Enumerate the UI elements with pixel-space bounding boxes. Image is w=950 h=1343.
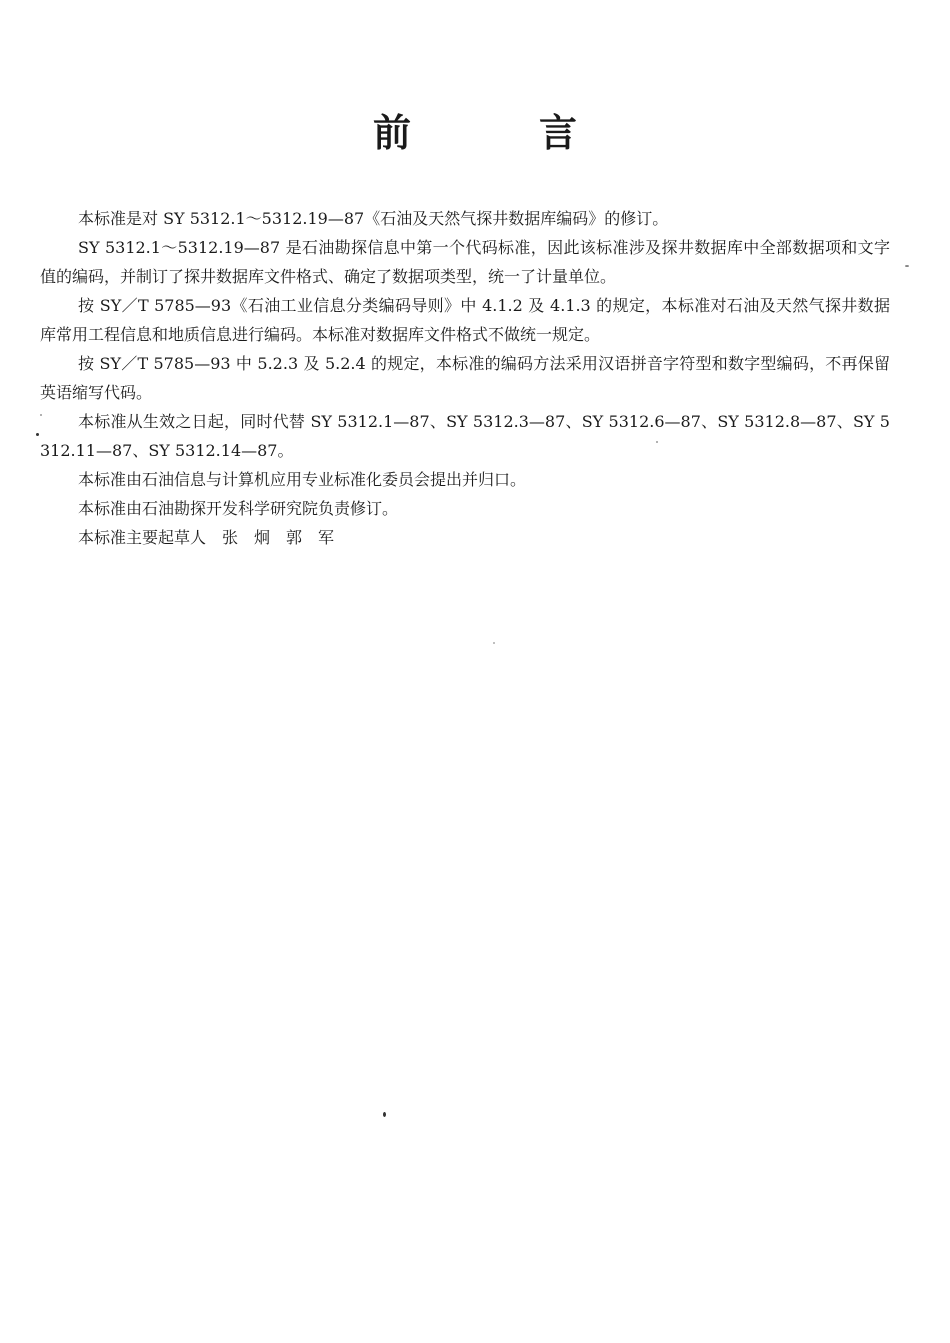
scan-speck xyxy=(40,414,42,416)
title-char-1: 前 xyxy=(372,111,411,155)
page-title xyxy=(0,102,950,157)
preface-body xyxy=(40,204,890,552)
paragraph-5: 本标准从生效之日起，同时代替 SY 5312.1—87、SY 5312.3—87、SY 5312.6—87、SY 5312.8—87、SY 5312.11—87、SY 5312.14—87。 xyxy=(40,412,890,460)
scan-speck xyxy=(383,1112,386,1117)
paragraph-3: 按 SY／T 5785—93《石油工业信息分类编码导则》中 4.1.2 及 4.1.3 的规定，本标准对石油及天然气探井数据库常用工程信息和地质信息进行编码。本标准对数据库文件格式不做统一规定。 xyxy=(40,296,890,344)
scan-speck xyxy=(905,265,909,267)
paragraph-4: 按 SY／T 5785—93 中 5.2.3 及 5.2.4 的规定，本标准的编码方法采用汉语拼音字符型和数字型编码，不再保留英语缩写代码。 xyxy=(40,354,890,402)
paragraph-6: 本标准由石油信息与计算机应用专业标准化委员会提出并归口。 xyxy=(78,470,527,489)
scan-speck xyxy=(36,433,39,436)
scan-speck xyxy=(656,441,658,443)
title-char-2: 言 xyxy=(539,111,578,155)
paragraph-2: SY 5312.1～5312.19—87 是石油勘探信息中第一个代码标准，因此该标准涉及探井数据库中全部数据项和文字值的编码，并制订了探井数据库文件格式、确定了数据项类型，统一了计量单位。 xyxy=(40,238,890,286)
scan-speck xyxy=(493,642,495,644)
paragraph-1: 本标准是对 SY 5312.1～5312.19—87《石油及天然气探井数据库编码》的修订。 xyxy=(78,209,669,228)
paragraph-7: 本标准由石油勘探开发科学研究院负责修订。 xyxy=(78,499,399,518)
drafters-line: 本标准主要起草人 张 炯 郭 军 xyxy=(78,528,335,547)
